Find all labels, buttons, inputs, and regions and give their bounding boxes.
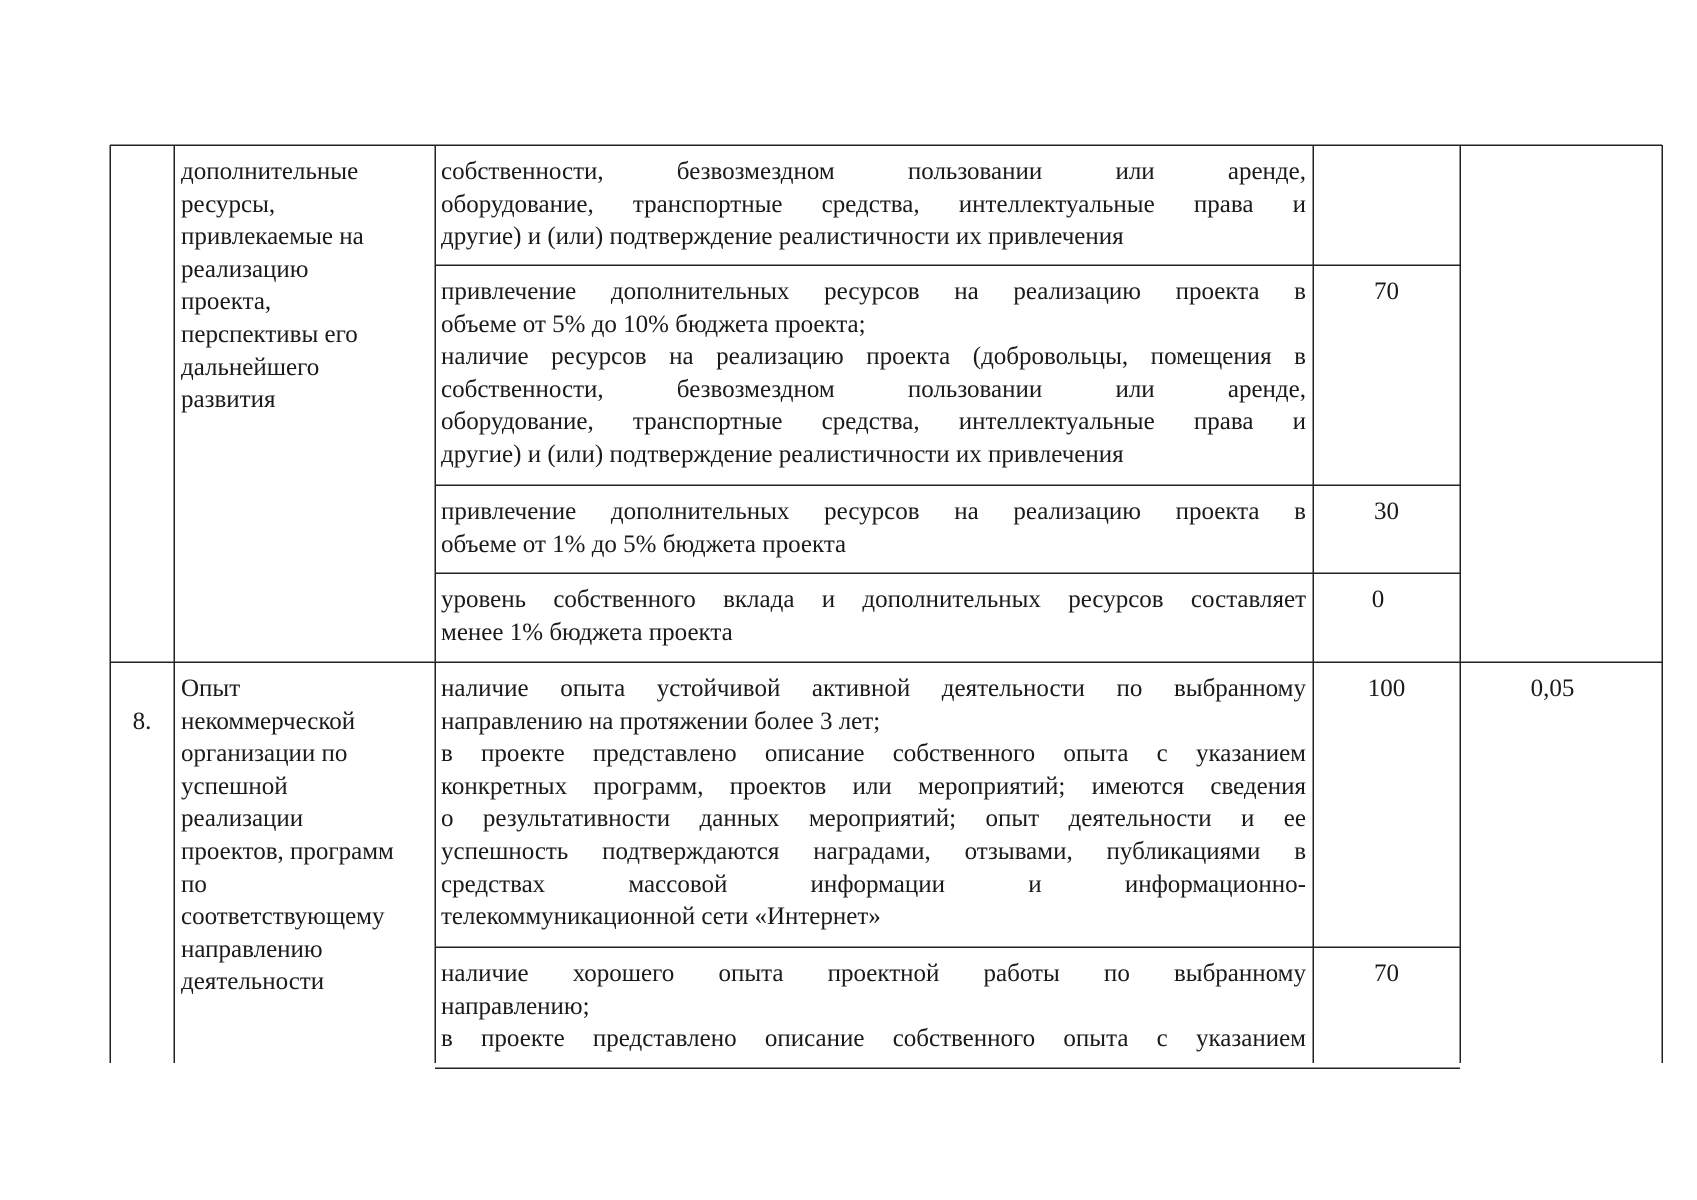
criterion-cell	[174, 673, 435, 999]
description-line: оборудование, транспортные средства, интеллектуальные права и	[441, 190, 1306, 218]
level-score: 70	[1374, 960, 1399, 987]
criterion-line: развития	[181, 386, 276, 414]
criterion-line: перспективы его	[181, 320, 358, 348]
description-line: другие) и (или) подтверждение реалистичности их привлечения	[441, 440, 1124, 468]
level-description	[435, 673, 1313, 934]
criterion-weight: 0,05	[1530, 675, 1575, 702]
description-line: привлечение дополнительных ресурсов на реализацию проекта в	[441, 278, 1306, 305]
level-description	[435, 276, 1313, 472]
description-line: привлечение дополнительных ресурсов на реализацию проекта в	[441, 498, 1306, 525]
criterion-line: соответствующему	[181, 903, 385, 931]
criterion-line: организации по	[181, 740, 348, 768]
description-line: объеме от 5% до 10% бюджета проекта;	[441, 310, 866, 338]
level-score: 30	[1374, 498, 1399, 525]
description-line: наличие хорошего опыта проектной работы по выбранному	[441, 960, 1306, 987]
criterion-cell	[174, 156, 435, 417]
description-line: объеме от 1% до 5% бюджета проекта	[441, 530, 847, 558]
criterion-line: ресурсы,	[181, 190, 276, 218]
description-line: наличие ресурсов на реализацию проекта (добровольцы, помещения в	[441, 343, 1306, 371]
level-score: 70	[1374, 278, 1399, 305]
description-line: другие) и (или) подтверждение реалистичности их привлечения	[441, 223, 1124, 251]
criterion-line: успешной	[181, 772, 288, 800]
description-line: уровень собственного вклада и дополнительных ресурсов составляет	[441, 586, 1306, 613]
description-line: собственности, безвозмездном пользовании или аренде,	[441, 158, 1306, 185]
criterion-line: некоммерческой	[181, 707, 356, 735]
level-description	[435, 496, 1313, 561]
level-description	[435, 958, 1313, 1056]
description-line: наличие опыта устойчивой активной деятельности по выбранному	[441, 675, 1306, 702]
description-line: собственности, безвозмездном пользовании или аренде,	[441, 375, 1306, 403]
criterion-line: направлению	[181, 935, 323, 963]
criterion-line: Опыт	[181, 675, 241, 702]
criterion-line: деятельности	[181, 968, 325, 996]
description-line: телекоммуникационной сети «Интернет»	[441, 903, 881, 931]
description-line: успешность подтверждаются наградами, отзывами, публикациями в	[441, 837, 1306, 865]
description-line: средствах массовой информации и информационно-	[441, 870, 1306, 898]
description-line: в проекте представлено описание собственного опыта с указанием	[441, 740, 1306, 768]
criterion-line: проекта,	[181, 288, 272, 316]
criterion-line: привлекаемые на	[181, 223, 364, 251]
criterion-line: по	[181, 870, 207, 898]
level-description	[435, 584, 1313, 649]
criterion-line: дальнейшего	[181, 353, 320, 381]
level-score: 0	[1371, 586, 1385, 613]
description-line: оборудование, транспортные средства, интеллектуальные права и	[441, 408, 1306, 436]
criterion-line: дополнительные	[181, 158, 359, 185]
level-description	[435, 156, 1313, 254]
description-line: направлению;	[441, 992, 590, 1020]
description-line: о результативности данных мероприятий; опыт деятельности и ее	[441, 805, 1306, 833]
row-number: 8.	[132, 708, 152, 735]
description-line: в проекте представлено описание собственного опыта с указанием	[441, 1025, 1306, 1053]
description-line: конкретных программ, проектов или мероприятий; имеются сведения	[441, 772, 1306, 800]
criterion-line: проектов, программ	[181, 837, 394, 865]
criterion-line: реализацию	[181, 255, 309, 283]
description-line: менее 1% бюджета проекта	[441, 618, 733, 646]
criterion-line: реализации	[181, 805, 304, 833]
description-line: направлению на протяжении более 3 лет;	[441, 707, 881, 735]
level-score: 100	[1367, 675, 1406, 702]
